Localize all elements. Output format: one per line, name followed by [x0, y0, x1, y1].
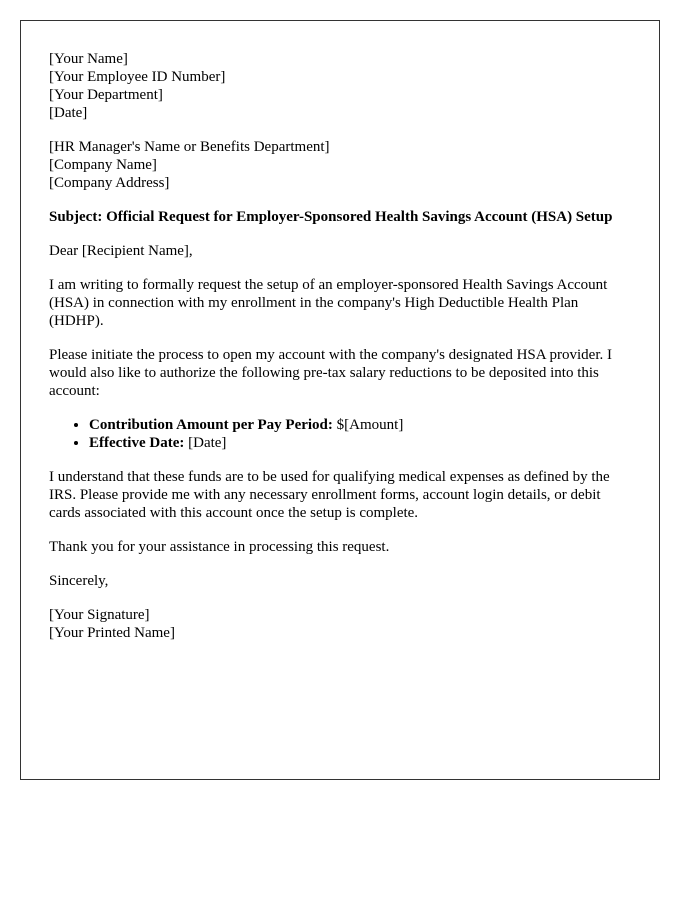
detail-value: [Date] — [184, 435, 227, 451]
signature-line: [Your Signature] — [49, 607, 150, 623]
recipient-manager: [HR Manager's Name or Benefits Department] — [49, 139, 330, 155]
sender-employee-id: [Your Employee ID Number] — [49, 69, 226, 85]
paragraph-thanks: Thank you for your assistance in processing this request. — [49, 539, 390, 555]
paragraph-initiate: Please initiate the process to open my account with the company's designated HSA provider. I would also like to authorize the following pre-tax salary reductions to be deposited into this account: — [49, 347, 612, 399]
sender-department: [Your Department] — [49, 87, 163, 103]
details-list — [49, 416, 633, 452]
list-item-contribution — [89, 416, 633, 434]
detail-value: $[Amount] — [332, 417, 404, 433]
recipient-block — [49, 138, 633, 192]
letter-frame — [20, 20, 660, 780]
recipient-company-name: [Company Name] — [49, 157, 157, 173]
recipient-company-address: [Company Address] — [49, 175, 170, 191]
subject-line: Subject: Official Request for Employer-Sponsored Health Savings Account (HSA) Setup — [49, 209, 613, 225]
signature-block — [49, 606, 633, 642]
list-item-effective-date — [89, 434, 633, 452]
printed-name: [Your Printed Name] — [49, 625, 175, 641]
paragraph-request: I am writing to formally request the setup of an employer-sponsored Health Savings Account (HSA) in connection with my enrollment in the company's High Deductible Health Plan (HDHP). — [49, 277, 608, 329]
paragraph-understanding: I understand that these funds are to be used for qualifying medical expenses as defined by the IRS. Please provide me with any necessary enrollment forms, account login details, or debit cards associated with this account once the setup is complete. — [49, 469, 610, 521]
sender-name: [Your Name] — [49, 51, 128, 67]
sender-block — [49, 50, 633, 122]
detail-label: Contribution Amount per Pay Period: — [89, 417, 333, 433]
closing: Sincerely, — [49, 573, 109, 589]
salutation: Dear [Recipient Name], — [49, 243, 193, 259]
letter-date: [Date] — [49, 105, 88, 121]
letter-body — [49, 50, 633, 658]
detail-label: Effective Date: — [89, 435, 185, 451]
